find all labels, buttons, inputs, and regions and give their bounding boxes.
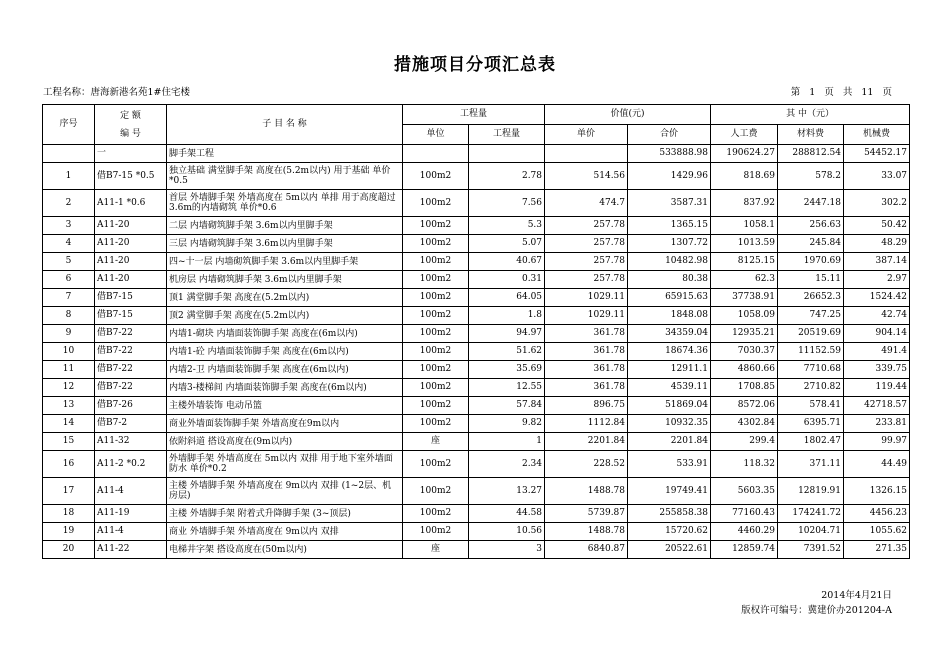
cell-material: 747.25: [778, 307, 844, 325]
cell-material: 288812.54: [778, 145, 844, 163]
cell-total: 1365.15: [628, 217, 711, 235]
cell-code: A11-4: [95, 523, 167, 541]
cell-qty: 40.67: [469, 253, 545, 271]
cell-material: 371.11: [778, 451, 844, 478]
cell-code: A11-20: [95, 271, 167, 289]
header-code: [95, 105, 167, 145]
cell-total: 34359.04: [628, 325, 711, 343]
header-machine: 机械费: [844, 125, 910, 145]
header-seq: 序号: [43, 105, 95, 145]
table-row: [43, 235, 910, 253]
cell-name: 主楼 外墙脚手架 外墙高度在 9m以内 双排 (1~2层、机房层): [167, 478, 403, 505]
cell-labor: 190624.27: [711, 145, 778, 163]
cell-material: 578.2: [778, 163, 844, 190]
cell-labor: 118.32: [711, 451, 778, 478]
cell-name: 内墙3-楼梯间 内墙面装饰脚手架 高度在(6m以内): [167, 379, 403, 397]
cell-price: 5739.87: [545, 505, 628, 523]
cell-machine: 42718.57: [844, 397, 910, 415]
cell-total: 65915.63: [628, 289, 711, 307]
cell-qty: 57.84: [469, 397, 545, 415]
cell-unit: 100m2: [403, 289, 469, 307]
cell-material: 6395.71: [778, 415, 844, 433]
cell-qty: 1: [469, 433, 545, 451]
measures-summary-table: [42, 104, 910, 559]
cell-price: 1488.78: [545, 478, 628, 505]
cell-code: 借B7-22: [95, 361, 167, 379]
cell-price: 2201.84: [545, 433, 628, 451]
cell-labor: 5603.35: [711, 478, 778, 505]
header-code-top: 定 额: [120, 110, 141, 121]
cell-unit: 100m2: [403, 253, 469, 271]
cell-total: 18674.36: [628, 343, 711, 361]
report-date: 2014年4月21日: [821, 590, 892, 601]
cell-unit: 座: [403, 541, 469, 559]
cell-price: 1029.11: [545, 307, 628, 325]
cell-total: 1848.08: [628, 307, 711, 325]
cell-labor: 1708.85: [711, 379, 778, 397]
cell-code: 借B7-15: [95, 289, 167, 307]
cell-name: 内墙2-卫 内墙面装饰脚手架 高度在(6m以内): [167, 361, 403, 379]
cell-price: 1029.11: [545, 289, 628, 307]
cell-seq: 2: [43, 190, 95, 217]
cell-qty: 12.55: [469, 379, 545, 397]
cell-unit: 100m2: [403, 163, 469, 190]
cell-seq: 20: [43, 541, 95, 559]
cell-qty: 13.27: [469, 478, 545, 505]
cell-qty: 7.56: [469, 190, 545, 217]
cell-material: 256.63: [778, 217, 844, 235]
cell-labor: 7030.37: [711, 343, 778, 361]
cell-unit: 100m2: [403, 271, 469, 289]
page-number: 第 1 页 共 11 页: [790, 87, 892, 98]
project-name: 工程名称：唐海新港名苑1#住宅楼: [43, 87, 191, 98]
cell-seq: 13: [43, 397, 95, 415]
cell-code: 借B7-22: [95, 325, 167, 343]
cell-total: 1307.72: [628, 235, 711, 253]
cell-seq: 16: [43, 451, 95, 478]
header-value-group: 价值(元): [545, 105, 711, 125]
table-row: [43, 505, 910, 523]
header-unit: 单位: [403, 125, 469, 145]
cell-labor: 12935.21: [711, 325, 778, 343]
header-material: 材料费: [778, 125, 844, 145]
cell-name: 内墙1-砌块 内墙面装饰脚手架 高度在(6m以内): [167, 325, 403, 343]
cell-qty: 5.3: [469, 217, 545, 235]
cell-total: 255858.38: [628, 505, 711, 523]
cell-qty: 94.97: [469, 325, 545, 343]
cell-material: 26652.3: [778, 289, 844, 307]
cell-name: 主楼 外墙脚手架 附着式升降脚手架 (3~顶层): [167, 505, 403, 523]
cell-total: 80.38: [628, 271, 711, 289]
page-title: 措施项目分项汇总表: [394, 55, 556, 75]
cell-price: 896.75: [545, 397, 628, 415]
cell-material: 1970.69: [778, 253, 844, 271]
cell-seq: 8: [43, 307, 95, 325]
cell-unit: 100m2: [403, 505, 469, 523]
cell-name: 首层 外墙脚手架 外墙高度在 5m以内 单排 用于高度超过3.6m的内墙砌筑 单价*0.6: [167, 190, 403, 217]
cell-total: 2201.84: [628, 433, 711, 451]
cell-unit: 100m2: [403, 415, 469, 433]
cell-machine: 4456.23: [844, 505, 910, 523]
cell-code: A11-22: [95, 541, 167, 559]
header-quantity: 工程量: [469, 125, 545, 145]
cell-machine: 1055.62: [844, 523, 910, 541]
cell-machine: 2.97: [844, 271, 910, 289]
cell-material: 578.41: [778, 397, 844, 415]
cell-labor: 1013.59: [711, 235, 778, 253]
cell-machine: 339.75: [844, 361, 910, 379]
cell-name: 二层 内墙砌筑脚手架 3.6m以内里脚手架: [167, 217, 403, 235]
table-row: [43, 289, 910, 307]
cell-material: 10204.71: [778, 523, 844, 541]
cell-machine: 904.14: [844, 325, 910, 343]
cell-unit: 座: [403, 433, 469, 451]
cell-total: 4539.11: [628, 379, 711, 397]
cell-total: 533.91: [628, 451, 711, 478]
license-number: 版权许可编号：冀建价办201204-A: [741, 605, 892, 616]
cell-qty: 5.07: [469, 235, 545, 253]
cell-price: [545, 145, 628, 163]
cell-labor: 12859.74: [711, 541, 778, 559]
table-row: [43, 343, 910, 361]
cell-material: 7710.68: [778, 361, 844, 379]
cell-code: 借B7-22: [95, 343, 167, 361]
cell-seq: 9: [43, 325, 95, 343]
cell-seq: 6: [43, 271, 95, 289]
cell-material: 15.11: [778, 271, 844, 289]
cell-labor: 62.3: [711, 271, 778, 289]
cell-machine: 302.2: [844, 190, 910, 217]
table-row: [43, 163, 910, 190]
cell-unit: 100m2: [403, 523, 469, 541]
cell-price: 361.78: [545, 361, 628, 379]
cell-qty: 9.82: [469, 415, 545, 433]
cell-machine: 99.97: [844, 433, 910, 451]
cell-material: 2447.18: [778, 190, 844, 217]
cell-total: 10932.35: [628, 415, 711, 433]
cell-qty: 0.31: [469, 271, 545, 289]
cell-material: 20519.69: [778, 325, 844, 343]
cell-price: 6840.87: [545, 541, 628, 559]
cell-qty: 64.05: [469, 289, 545, 307]
cell-material: 7391.52: [778, 541, 844, 559]
cell-unit: 100m2: [403, 451, 469, 478]
cell-unit: 100m2: [403, 343, 469, 361]
cell-machine: 33.07: [844, 163, 910, 190]
cell-qty: 1.8: [469, 307, 545, 325]
cell-price: 361.78: [545, 379, 628, 397]
cell-total: 51869.04: [628, 397, 711, 415]
table-row: [43, 217, 910, 235]
cell-code: 借B7-2: [95, 415, 167, 433]
table-row: [43, 379, 910, 397]
header-quantity-group: 工程量: [403, 105, 545, 125]
table-row: [43, 307, 910, 325]
cell-labor: 837.92: [711, 190, 778, 217]
table-row: [43, 415, 910, 433]
cell-name: 独立基础 满堂脚手架 高度在(5.2m以内) 用于基础 单价*0.5: [167, 163, 403, 190]
cell-labor: 37738.91: [711, 289, 778, 307]
cell-machine: 1326.15: [844, 478, 910, 505]
cell-machine: 119.44: [844, 379, 910, 397]
cell-labor: 1058.1: [711, 217, 778, 235]
cell-material: 174241.72: [778, 505, 844, 523]
cell-name: 机房层 内墙砌筑脚手架 3.6m以内里脚手架: [167, 271, 403, 289]
cell-machine: 48.29: [844, 235, 910, 253]
cell-material: 1802.47: [778, 433, 844, 451]
cell-seq: 12: [43, 379, 95, 397]
cell-name: 四~十一层 内墙砌筑脚手架 3.6m以内里脚手架: [167, 253, 403, 271]
cell-name: 顶1 满堂脚手架 高度在(5.2m以内): [167, 289, 403, 307]
cell-unit: 100m2: [403, 325, 469, 343]
cell-labor: 818.69: [711, 163, 778, 190]
cell-total: 20522.61: [628, 541, 711, 559]
table-body: [43, 145, 910, 559]
cell-total: 19749.41: [628, 478, 711, 505]
header-labor: 人工费: [711, 125, 778, 145]
cell-qty: 51.62: [469, 343, 545, 361]
cell-code: A11-20: [95, 217, 167, 235]
cell-seq: 4: [43, 235, 95, 253]
cell-code: A11-19: [95, 505, 167, 523]
cell-price: 228.52: [545, 451, 628, 478]
cell-name: 主楼外墙装饰 电动吊篮: [167, 397, 403, 415]
cell-seq: 15: [43, 433, 95, 451]
cell-labor: 8125.15: [711, 253, 778, 271]
cell-code: A11-20: [95, 235, 167, 253]
cell-name: 三层 内墙砌筑脚手架 3.6m以内里脚手架: [167, 235, 403, 253]
table-row: [43, 478, 910, 505]
cell-total: 1429.96: [628, 163, 711, 190]
cell-unit: 100m2: [403, 217, 469, 235]
cell-qty: 44.58: [469, 505, 545, 523]
cell-qty: 2.78: [469, 163, 545, 190]
cell-total: 533888.98: [628, 145, 711, 163]
cell-seq: 10: [43, 343, 95, 361]
cell-material: 12819.91: [778, 478, 844, 505]
cell-code: 借B7-15: [95, 307, 167, 325]
cell-name: 商业 外墙脚手架 外墙高度在 9m以内 双排: [167, 523, 403, 541]
cell-name: 依附斜道 搭设高度在(9m以内): [167, 433, 403, 451]
cell-price: 257.78: [545, 271, 628, 289]
cell-total: 15720.62: [628, 523, 711, 541]
cell-labor: 4302.84: [711, 415, 778, 433]
cell-machine: 1524.42: [844, 289, 910, 307]
table-row: [43, 541, 910, 559]
table-row: [43, 271, 910, 289]
cell-labor: 77160.43: [711, 505, 778, 523]
table-row: [43, 325, 910, 343]
header-unit-price: 单价: [545, 125, 628, 145]
table-row: [43, 451, 910, 478]
cell-machine: 50.42: [844, 217, 910, 235]
header-code-bottom: 编 号: [120, 128, 141, 139]
cell-seq: 14: [43, 415, 95, 433]
cell-qty: 35.69: [469, 361, 545, 379]
cell-labor: 8572.06: [711, 397, 778, 415]
table-header: [43, 105, 910, 145]
cell-code: 一: [95, 145, 167, 163]
cell-labor: 4460.29: [711, 523, 778, 541]
cell-code: A11-2 *0.2: [95, 451, 167, 478]
cell-machine: 44.49: [844, 451, 910, 478]
cell-labor: 4860.66: [711, 361, 778, 379]
cell-machine: 54452.17: [844, 145, 910, 163]
cell-price: 1488.78: [545, 523, 628, 541]
table-row: [43, 397, 910, 415]
header-breakdown-group: 其 中（元）: [711, 105, 910, 125]
table-row: [43, 190, 910, 217]
cell-labor: 1058.09: [711, 307, 778, 325]
cell-price: 514.56: [545, 163, 628, 190]
cell-unit: 100m2: [403, 307, 469, 325]
cell-seq: 7: [43, 289, 95, 307]
cell-qty: 10.56: [469, 523, 545, 541]
cell-unit: 100m2: [403, 397, 469, 415]
header-total: 合价: [628, 125, 711, 145]
cell-price: 474.7: [545, 190, 628, 217]
cell-seq: 3: [43, 217, 95, 235]
cell-code: 借B7-15 *0.5: [95, 163, 167, 190]
cell-name: 顶2 满堂脚手架 高度在(5.2m以内): [167, 307, 403, 325]
cell-total: 12911.1: [628, 361, 711, 379]
table-row: [43, 253, 910, 271]
cell-price: 257.78: [545, 253, 628, 271]
cell-code: 借B7-26: [95, 397, 167, 415]
cell-code: A11-32: [95, 433, 167, 451]
cell-price: 257.78: [545, 235, 628, 253]
cell-seq: 17: [43, 478, 95, 505]
cell-price: 257.78: [545, 217, 628, 235]
cell-price: 361.78: [545, 325, 628, 343]
header-item-name: 子 目 名 称: [167, 105, 403, 145]
cell-material: 245.84: [778, 235, 844, 253]
cell-name: 商业外墙面装饰脚手架 外墙高度在9m以内: [167, 415, 403, 433]
cell-qty: 2.34: [469, 451, 545, 478]
table-row: [43, 145, 910, 163]
cell-code: A11-4: [95, 478, 167, 505]
cell-material: 11152.59: [778, 343, 844, 361]
cell-qty: [469, 145, 545, 163]
cell-seq: 11: [43, 361, 95, 379]
cell-material: 2710.82: [778, 379, 844, 397]
cell-seq: 5: [43, 253, 95, 271]
cell-total: 10482.98: [628, 253, 711, 271]
cell-price: 1112.84: [545, 415, 628, 433]
cell-name: 外墙脚手架 外墙高度在 5m以内 双排 用于地下室外墙面防水 单价*0.2: [167, 451, 403, 478]
cell-machine: 233.81: [844, 415, 910, 433]
cell-machine: 42.74: [844, 307, 910, 325]
cell-seq: 1: [43, 163, 95, 190]
table-row: [43, 523, 910, 541]
cell-name: 内墙1-砼 内墙面装饰脚手架 高度在(6m以内): [167, 343, 403, 361]
cell-machine: 491.4: [844, 343, 910, 361]
cell-name: 电梯井字架 搭设高度在(50m以内): [167, 541, 403, 559]
cell-qty: 3: [469, 541, 545, 559]
cell-unit: 100m2: [403, 190, 469, 217]
cell-total: 3587.31: [628, 190, 711, 217]
cell-machine: 387.14: [844, 253, 910, 271]
cell-unit: 100m2: [403, 478, 469, 505]
table-row: [43, 361, 910, 379]
cell-labor: 299.4: [711, 433, 778, 451]
cell-code: A11-20: [95, 253, 167, 271]
cell-unit: 100m2: [403, 379, 469, 397]
cell-machine: 271.35: [844, 541, 910, 559]
cell-unit: 100m2: [403, 361, 469, 379]
table-row: [43, 433, 910, 451]
cell-unit: 100m2: [403, 235, 469, 253]
cell-name: 脚手架工程: [167, 145, 403, 163]
cell-seq: 18: [43, 505, 95, 523]
cell-price: 361.78: [545, 343, 628, 361]
cell-code: 借B7-22: [95, 379, 167, 397]
cell-seq: [43, 145, 95, 163]
cell-unit: [403, 145, 469, 163]
cell-code: A11-1 *0.6: [95, 190, 167, 217]
cell-seq: 19: [43, 523, 95, 541]
